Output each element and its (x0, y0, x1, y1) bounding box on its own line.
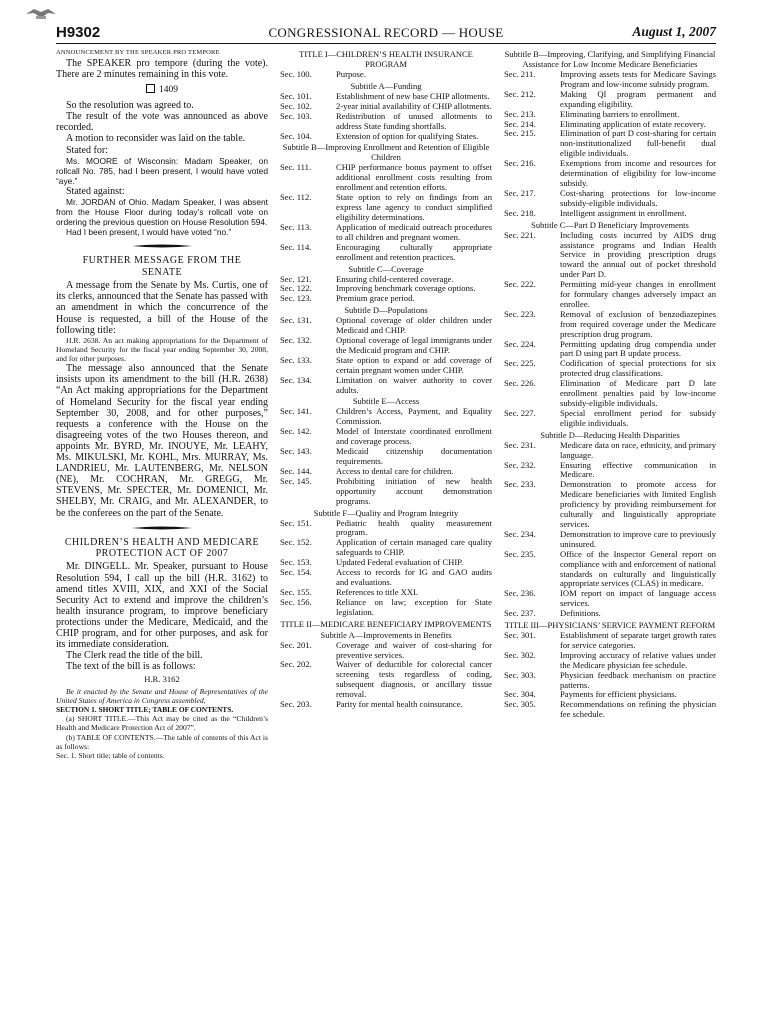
toc-section-number: Sec. 305. (504, 699, 536, 710)
toc-section-number: Sec. 301. (504, 630, 536, 641)
toc-section-number: Sec. 104. (280, 130, 312, 141)
toc-section-title: Premium grace period. (336, 293, 415, 304)
toc-section-number: Sec. 211. (504, 69, 536, 79)
toc-section-number: Sec. 303. (504, 669, 536, 680)
toc-section-number: Sec. 224. (504, 338, 536, 349)
paragraph: So the resolution was agreed to. (66, 100, 194, 112)
toc-section-title: State option to expand or add coverage of certain pregnant women under CHIP. (336, 354, 492, 375)
paragraph: The Clerk read the title of the bill. (66, 650, 203, 662)
toc-entry (504, 359, 716, 379)
toc-entry (280, 132, 492, 142)
toc-entry (504, 651, 716, 671)
toc-section-title: Recommendations on refining the physician fee schedule. (560, 699, 716, 720)
toc-entry (280, 112, 492, 132)
toc-section-number: Sec. 144. (280, 465, 312, 476)
toc-section-number: Sec. 201. (280, 639, 312, 650)
toc-subheading: Subtitle D—Populations (344, 305, 428, 316)
toc-section-number: Sec. 212. (504, 88, 536, 99)
toc-section-number: Sec. 102. (280, 100, 312, 111)
toc-section-title: Ensuring child-centered coverage. (336, 273, 454, 284)
paragraph: (b) TABLE OF CONTENTS.—The table of contents of this Act is as follows: (56, 732, 268, 751)
toc-section-number: Sec. 214. (504, 118, 536, 129)
toc-section-title: Purpose. (336, 69, 366, 79)
toc-section-number: Sec. 221. (504, 229, 536, 240)
toc-entry (280, 660, 492, 700)
column-1 (56, 48, 268, 1013)
toc-section-number: Sec. 235. (504, 548, 536, 559)
toc-section-title: Removal of exclusion of benzodiazepines from required coverage under the Medicare prescription drug program. (560, 308, 716, 339)
paragraph: The result of the vote was announced as above recorded. (56, 111, 268, 134)
toc-entry: Sec. 1. Short title; table of contents. (56, 750, 165, 760)
toc-section-title: Reliance on law; exception for State legislation. (336, 596, 492, 617)
paragraph: (a) SHORT TITLE.—This Act may be cited as the “Children’s Health and Medicare Protection Act of 2007”. (56, 714, 268, 733)
toc-subheading: Subtitle B—Improving, Clarifying, and Simplifying Financial Assistance for Low Income Medicare Beneficiaries (504, 49, 716, 69)
toc-entry (504, 700, 716, 720)
paragraph: Stated against: (66, 185, 125, 197)
toc-entry (280, 316, 492, 336)
toc-section-number: Sec. 114. (280, 241, 312, 252)
toc-section-title: Demonstration to improve care to previously uninsured. (560, 528, 716, 549)
toc-section-number: Sec. 152. (280, 537, 312, 548)
toc-section-number: Sec. 234. (504, 528, 536, 539)
toc-section-number: Sec. 142. (280, 426, 312, 437)
toc-entry (280, 356, 492, 376)
toc-subheading: Subtitle A—Funding (350, 80, 422, 91)
toc-subheading: Subtitle F—Quality and Program Integrity (313, 507, 459, 518)
toc-entry (504, 209, 716, 219)
toc-section-number: Sec. 203. (280, 699, 312, 710)
toc-section-title: Improving benchmark coverage options. (336, 283, 476, 294)
toc-section-number: Sec. 226. (504, 378, 536, 389)
statement-paragraph: Mr. JORDAN of Ohio. Madam Speaker, I was absent from the House Floor during today’s rollcall vote on ordering the previous question on House Resolution 594. (56, 197, 268, 228)
toc-entry (280, 519, 492, 539)
paragraph: A message from the Senate by Ms. Curtis, one of its clerks, announced that the Senate has passed with an amendment in which the concurrence of the House is requested, a bill of the House of the following title: (56, 280, 268, 336)
toc-section-title: Coverage and waiver of cost-sharing for preventive services. (336, 639, 492, 660)
toc-section-title: Optional coverage of older children under Medicaid and CHIP. (336, 315, 492, 336)
toc-entry (504, 631, 716, 651)
toc-entry (504, 70, 716, 90)
toc-section-title: Access to records for IG and GAO audits and evaluations. (336, 567, 492, 587)
gpo-eagle-logo-icon (24, 6, 58, 20)
toc-section-number: Sec. 223. (504, 308, 536, 319)
toc-section-number: Sec. 236. (504, 588, 536, 599)
toc-section-title: State option to rely on findings from an express lane agency to conduct simplified eligibility determinations. (336, 192, 492, 222)
toc-section-title: Permitting mid-year changes in enrollment for formulary changes adversely impact an enrollee. (560, 279, 716, 309)
toc-section-title: Encouraging culturally appropriate enrollment and retention practices. (336, 241, 492, 262)
toc-section-title: Permitting updating drug compendia under part D using part B update process. (560, 338, 716, 359)
rollcall-marker (56, 84, 268, 96)
toc-entry (280, 376, 492, 396)
toc-section-title: Intelligent assignment in enrollment. (560, 207, 687, 218)
toc-section-title: Pediatric health quality measurement program. (336, 517, 492, 538)
toc-section-title: Demonstration to promote access for Medicare beneficiaries with limited English proficiency by providing reimbursement for culturally and linguistically appropriate services. (560, 479, 716, 529)
toc-entry (280, 598, 492, 618)
toc-entry (280, 641, 492, 661)
toc-section-title: Including costs incurred by AIDS drug assistance programs and Indian Health Service in providing prescription drugs toward the annual out of pocket threshold under Part D. (560, 229, 716, 280)
toc-section-number: Sec. 156. (280, 596, 312, 607)
toc-subheading: Subtitle D—Reducing Health Disparities (540, 429, 680, 440)
toc-section-title: Making QI program permanent and expanding eligibility. (560, 88, 716, 109)
toc-entry (504, 159, 716, 189)
toc-section-number: Sec. 218. (504, 207, 536, 218)
toc-section-number: Sec. 154. (280, 567, 312, 578)
toc-entry (280, 223, 492, 243)
toc-section-title: Establishment of separate target growth rates for service categories. (560, 630, 716, 650)
toc-section-number: Sec. 153. (280, 557, 312, 568)
section-separator-icon (132, 525, 192, 531)
toc-entry (504, 530, 716, 550)
toc-section-number: Sec. 213. (504, 108, 536, 119)
toc-entry (504, 550, 716, 590)
toc-section-number: Sec. 143. (280, 446, 312, 457)
toc-section-title: Prohibiting initiation of new health opportunity account demonstration programs. (336, 475, 492, 506)
toc-entry (504, 480, 716, 530)
toc-entry (504, 609, 716, 619)
toc-section-title: Medicaid citizenship documentation requirements. (336, 446, 492, 466)
toc-entry (280, 538, 492, 558)
toc-section-title: Establishment of new base CHIP allotments. (336, 90, 490, 101)
toc-section-title: References to title XXI. (336, 586, 419, 597)
toc-entry (504, 231, 716, 281)
toc-entry (280, 193, 492, 223)
enacting-clause: Be it enacted by the Senate and House of Representatives of the United States of America in Congress assembled, (56, 686, 268, 705)
toc-section-title: Elimination of Medicare part D late enrollment penalties paid by low-income subsidy-eligible individuals. (560, 378, 716, 408)
toc-section-number: Sec. 103. (280, 110, 312, 121)
toc-subheading: Subtitle C—Part D Beneficiary Improvements (531, 219, 689, 230)
page-number: H9302 (56, 24, 101, 41)
toc-entry (280, 447, 492, 467)
toc-subheading: Subtitle C—Coverage (348, 263, 424, 274)
toc-entry (504, 90, 716, 110)
section-heading: CHILDREN’S HEALTH AND MEDICARE PROTECTION ACT OF 2007 (64, 536, 260, 560)
toc-subheading: TITLE II—MEDICARE BENEFICIARY IMPROVEMENTS (280, 618, 492, 629)
bill-title-paragraph: H.R. 2638. An act making appropriations for the Department of Homeland Security for the fiscal year ending September 30, 2008, and for other purposes. (56, 335, 268, 364)
toc-section-number: Sec. 227. (504, 407, 536, 418)
paragraph: The SPEAKER pro tempore (during the vote). There are 2 minutes remaining in this vote. (56, 58, 268, 81)
toc-section-number: Sec. 231. (504, 439, 536, 450)
toc-section-number: Sec. 145. (280, 475, 312, 486)
toc-section-title: Eliminating barriers to enrollment. (560, 108, 680, 119)
toc-section-number: Sec. 217. (504, 187, 536, 198)
toc-section-title: Eliminating application of estate recovery. (560, 118, 706, 129)
section-1-heading: SECTION 1. SHORT TITLE; TABLE OF CONTENTS. (56, 704, 234, 714)
toc-section-title: Limitation on waiver authority to cover adults. (336, 374, 492, 395)
toc-section-number: Sec. 225. (504, 358, 536, 369)
page-header (56, 26, 716, 44)
announcement-heading: ANNOUNCEMENT BY THE SPEAKER PRO TEMPORE (56, 49, 220, 56)
toc-section-title: Exemptions from income and resources for determination of eligibility for low-income subsidy. (560, 158, 716, 188)
toc-section-number: Sec. 111. (280, 162, 312, 173)
toc-section-title: Physician feedback mechanism on practice patterns. (560, 669, 716, 690)
toc-entry (504, 441, 716, 461)
toc-section-number: Sec. 302. (504, 649, 536, 660)
toc-section-title: Model of Interstate coordinated enrollment and coverage process. (336, 426, 492, 447)
paragraph: Mr. DINGELL. Mr. Speaker, pursuant to House Resolution 594, I call up the bill (H.R. 3162) to amend titles XVIII, XIX, and XXI of the Social Security Act to extend and improve the children’s health insurance program, to improve beneficiary protections under the Medicare, Medicaid, and the CHIP program, and for other purposes, and ask for its immediate consideration. (56, 561, 268, 651)
toc-section-title: Optional coverage of legal immigrants under the Medicaid program and CHIP. (336, 335, 492, 355)
toc-section-title: Improving accuracy of relative values under the Medicare physician fee schedule. (560, 649, 716, 670)
issue-date: August 1, 2007 (632, 24, 716, 39)
toc-section-number: Sec. 202. (280, 659, 312, 670)
toc-section-title: Parity for mental health coinsurance. (336, 699, 463, 710)
toc-section-number: Sec. 123. (280, 293, 312, 304)
toc-section-number: Sec. 122. (280, 283, 312, 294)
toc-section-number: Sec. 121. (280, 273, 312, 284)
toc-section-number: Sec. 233. (504, 479, 536, 490)
toc-section-title: IOM report on impact of language access services. (560, 588, 716, 609)
toc-section-title: Payments for efficient physicians. (560, 689, 677, 700)
toc-entry (504, 340, 716, 360)
toc-entry (504, 461, 716, 481)
toc-subheading: Subtitle A—Improvements in Benefits (320, 629, 452, 640)
toc-entry (504, 310, 716, 340)
toc-subheading: Subtitle B—Improving Enrollment and Retention of Eligible Children (282, 142, 490, 163)
toc-section-number: Sec. 304. (504, 689, 536, 700)
toc-section-title: Definitions. (560, 608, 601, 619)
toc-section-title: Updated Federal evaluation of CHIP. (336, 557, 464, 568)
toc-entry (504, 671, 716, 691)
toc-section-title: 2-year initial availability of CHIP allotments. (336, 100, 492, 111)
toc-entry (280, 700, 492, 710)
toc-section-title: Application of medicaid outreach procedures to all children and pregnant women. (336, 221, 492, 242)
toc-section-number: Sec. 100. (280, 69, 312, 79)
toc-section-title: Special enrollment period for subsidy eligible individuals. (560, 407, 716, 428)
toc-entry (280, 243, 492, 263)
toc-section-title: Waiver of deductible for colorectal cancer screening tests regardless of coding, subsequent diagnosis, or ancillary tissue removal. (336, 659, 492, 700)
toc-entry (280, 294, 492, 304)
toc-subheading: TITLE I—CHILDREN’S HEALTH INSURANCE PROGRAM (299, 49, 473, 69)
toc-entry (280, 427, 492, 447)
toc-entry (280, 70, 492, 80)
toc-section-title: Elimination of part D cost-sharing for certain non-institutionalized full-benefit dual eligible individuals. (560, 128, 716, 159)
toc-section-number: Sec. 222. (504, 279, 536, 290)
rollcall-number: 1409 (159, 85, 178, 96)
toc-section-title: Ensuring effective communication in Medicare. (560, 459, 716, 480)
toc-entry (280, 568, 492, 588)
toc-section-number: Sec. 134. (280, 374, 312, 385)
toc-subheading: Subtitle E—Access (352, 396, 420, 407)
checkbox-square-icon (146, 84, 155, 93)
toc-entry (504, 280, 716, 310)
toc-section-number: Sec. 131. (280, 315, 312, 326)
toc-section-number: Sec. 215. (504, 128, 536, 139)
toc-entry (280, 407, 492, 427)
toc-section-title: Application of certain managed care quality safeguards to CHIP. (336, 537, 492, 558)
toc-section-title: Improving assets tests for Medicare Savings Program and low-income subsidy program. (560, 69, 716, 89)
toc-section-number: Sec. 151. (280, 517, 312, 528)
statement-paragraph: Ms. MOORE of Wisconsin: Madam Speaker, on rollcall No. 785, had I been present, I would have voted “aye.” (56, 155, 268, 186)
section-separator-icon (132, 243, 192, 249)
toc-section-title: Medicare data on race, ethnicity, and primary language. (560, 439, 716, 460)
toc-section-number: Sec. 113. (280, 221, 312, 232)
toc-section-title: Office of the Inspector General report on compliance with and enforcement of national standards on culturally and linguistically appropriate services (CLAS) in medicare. (560, 548, 716, 589)
toc-entry (504, 409, 716, 429)
toc-section-title: Children’s Access, Payment, and Equality Commission. (336, 406, 492, 427)
toc-section-title: Redistribution of unused allotments to address State funding shortfalls. (336, 110, 492, 131)
toc-section-number: Sec. 155. (280, 586, 312, 597)
toc-entry (504, 589, 716, 609)
toc-section-title: Codification of special protections for six protected drug classifications. (560, 358, 716, 379)
paragraph: The text of the bill is as follows: (66, 661, 196, 673)
toc-section-number: Sec. 132. (280, 335, 312, 346)
column-2-table-of-contents (280, 48, 492, 1013)
toc-entry (280, 336, 492, 356)
toc-entry (504, 379, 716, 409)
paragraph: The message also announced that the Senate insists upon its amendment to the bill (H.R. 2638) “An Act making appropriations for the Department of Homeland Security for the fiscal year ending September 30, 2008, and for other purposes,” requests a conference with the House on the disagreeing votes of the two Houses thereon, and appoints Mr. BYRD, Mr. INOUYE, Mr. LEAHY, Ms. MIKULSKI, Mr. KOHL, Mrs. MURRAY, Ms. LANDRIEU, Mr. LAUTENBERG, Mr. NELSON (NE), Mr. COCHRAN, Mr. GREGG, Mr. STEVENS, Mr. SPECTER, Mr. DOMENICI, Mr. SHELBY, Mr. CRAIG, and Mr. ALEXANDER, to be the conferees on the part of the Senate. (56, 363, 268, 519)
toc-section-title: Extension of option for qualifying States. (336, 130, 479, 141)
toc-section-number: Sec. 232. (504, 459, 536, 470)
toc-subheading: TITLE III—PHYSICIANS’ SERVICE PAYMENT REFORM (504, 620, 716, 631)
toc-section-number: Sec. 237. (504, 608, 536, 619)
toc-section-number: Sec. 141. (280, 406, 312, 417)
toc-entry (504, 129, 716, 159)
paragraph: Stated for: (66, 144, 108, 156)
toc-section-number: Sec. 112. (280, 192, 312, 203)
toc-section-number: Sec. 101. (280, 90, 312, 101)
toc-section-number: Sec. 133. (280, 354, 312, 365)
toc-section-title: Cost-sharing protections for low-income subsidy-eligible individuals. (560, 187, 716, 208)
toc-entry (280, 163, 492, 193)
statement-paragraph: Had I been present, I would have voted “no.” (66, 227, 232, 238)
bill-number: H.R. 3162 (144, 674, 180, 685)
toc-section-number: Sec. 216. (504, 158, 536, 169)
paragraph: A motion to reconsider was laid on the table. (66, 133, 246, 145)
toc-entry (280, 477, 492, 507)
publication-title: CONGRESSIONAL RECORD — HOUSE (268, 25, 504, 40)
section-heading: FURTHER MESSAGE FROM THE SENATE (82, 255, 242, 278)
toc-section-title: CHIP performance bonus payment to offset additional enrollment costs resulting from enrollment and retention efforts. (336, 162, 492, 193)
toc-entry (504, 189, 716, 209)
toc-section-title: Access to dental care for children. (336, 465, 454, 476)
column-3-table-of-contents (504, 48, 716, 1013)
